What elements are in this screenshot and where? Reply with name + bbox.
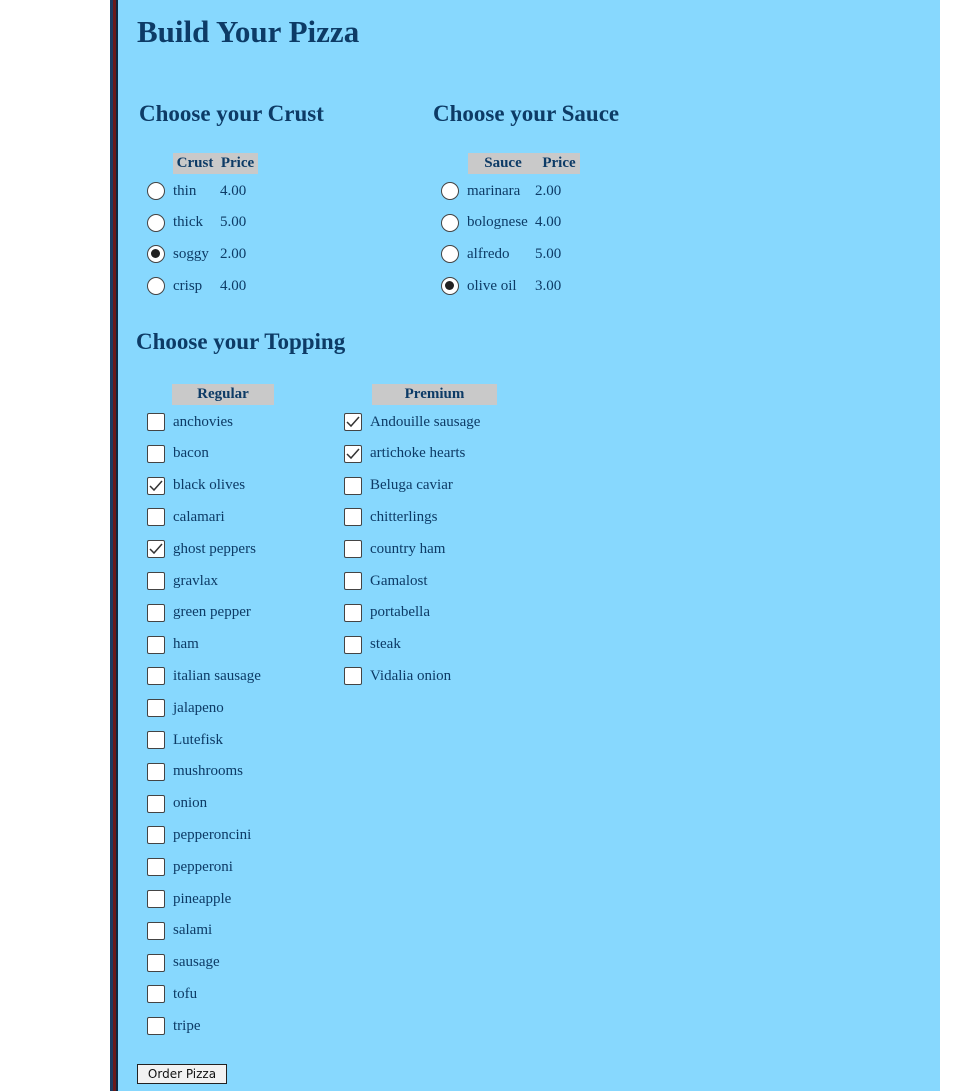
regular-topping-item[interactable] xyxy=(147,760,243,784)
regular-topping-label: jalapeno xyxy=(173,699,224,716)
sauce-price: 3.00 xyxy=(535,277,562,294)
crust-option[interactable] xyxy=(147,274,260,298)
regular-topping-label: salami xyxy=(173,922,213,939)
regular-topping-item[interactable] xyxy=(147,792,207,816)
premium-topping-label: portabella xyxy=(370,604,430,621)
left-border-stripe xyxy=(110,0,118,1091)
premium-topping-label: country ham xyxy=(370,540,446,557)
premium-topping-checkbox[interactable] xyxy=(344,667,362,685)
regular-topping-item[interactable] xyxy=(147,855,233,879)
crust-radio[interactable] xyxy=(147,214,165,232)
regular-topping-item[interactable] xyxy=(147,982,197,1006)
regular-topping-checkbox[interactable] xyxy=(147,445,165,463)
sauce-radio[interactable] xyxy=(441,277,459,295)
premium-topping-item[interactable] xyxy=(344,537,445,561)
regular-topping-checkbox[interactable] xyxy=(147,985,165,1003)
crust-option[interactable] xyxy=(147,242,260,266)
regular-topping-checkbox[interactable] xyxy=(147,540,165,558)
checkmark-icon xyxy=(149,543,163,555)
regular-topping-label: calamari xyxy=(173,508,225,525)
crust-name: crisp xyxy=(173,277,203,294)
sauce-price: 2.00 xyxy=(535,182,562,199)
regular-topping-checkbox[interactable] xyxy=(147,922,165,940)
regular-topping-checkbox[interactable] xyxy=(147,572,165,590)
regular-topping-label: ghost peppers xyxy=(173,540,256,557)
regular-topping-label: sausage xyxy=(173,954,220,971)
regular-topping-label: tripe xyxy=(173,1017,201,1034)
sauce-option[interactable] xyxy=(441,242,575,266)
topping-heading: Choose your Topping xyxy=(136,329,346,354)
premium-topping-checkbox[interactable] xyxy=(344,604,362,622)
regular-topping-label: onion xyxy=(173,795,208,812)
regular-topping-item[interactable] xyxy=(147,633,199,657)
sauce-name: bolognese xyxy=(467,214,528,231)
regular-topping-label: pineapple xyxy=(173,890,232,907)
crust-name: thin xyxy=(173,182,197,199)
regular-topping-label: ham xyxy=(173,636,199,653)
regular-topping-checkbox[interactable] xyxy=(147,858,165,876)
premium-topping-label: Andouille sausage xyxy=(370,413,481,430)
regular-topping-label: pepperoni xyxy=(173,858,233,875)
regular-topping-checkbox[interactable] xyxy=(147,1017,165,1035)
regular-topping-checkbox[interactable] xyxy=(147,826,165,844)
premium-topping-label: artichoke hearts xyxy=(370,445,466,462)
sauce-radio[interactable] xyxy=(441,245,459,263)
sauce-price: 5.00 xyxy=(535,245,562,262)
regular-topping-item[interactable] xyxy=(147,728,223,752)
crust-radio[interactable] xyxy=(147,245,165,263)
checkmark-icon xyxy=(346,448,360,460)
crust-column-header-price: Price xyxy=(217,153,258,174)
sauce-price: 4.00 xyxy=(535,214,562,231)
regular-topping-label: green pepper xyxy=(173,604,251,621)
premium-topping-item[interactable] xyxy=(344,474,453,498)
regular-topping-label: mushrooms xyxy=(173,763,244,780)
premium-topping-checkbox[interactable] xyxy=(344,508,362,526)
regular-topping-item[interactable] xyxy=(147,696,224,720)
crust-option[interactable] xyxy=(147,179,260,203)
regular-topping-item[interactable] xyxy=(147,919,212,943)
premium-topping-item[interactable] xyxy=(344,569,428,593)
regular-topping-label: anchovies xyxy=(173,413,233,430)
regular-topping-item[interactable] xyxy=(147,569,218,593)
regular-topping-item[interactable] xyxy=(147,410,233,434)
regular-topping-label: italian sausage xyxy=(173,667,261,684)
regular-topping-item[interactable] xyxy=(147,474,245,498)
topping-column-header-regular: Regular xyxy=(172,384,274,405)
topping-column-header-premium: Premium xyxy=(372,384,497,405)
crust-price: 2.00 xyxy=(220,245,247,262)
premium-topping-item[interactable] xyxy=(344,410,480,434)
regular-topping-checkbox[interactable] xyxy=(147,699,165,717)
sauce-name: alfredo xyxy=(467,245,510,262)
crust-column-header-name: Crust xyxy=(173,153,217,174)
sauce-column-header-name: Sauce xyxy=(468,153,538,174)
regular-topping-item[interactable] xyxy=(147,823,251,847)
regular-topping-checkbox[interactable] xyxy=(147,477,165,495)
premium-topping-checkbox[interactable] xyxy=(344,636,362,654)
crust-option[interactable] xyxy=(147,211,260,235)
crust-price: 5.00 xyxy=(220,214,247,231)
regular-topping-label: Lutefisk xyxy=(173,731,223,748)
premium-topping-item[interactable] xyxy=(344,442,465,466)
sauce-name: marinara xyxy=(467,182,521,199)
order-pizza-button[interactable]: Order Pizza xyxy=(137,1064,227,1084)
crust-name: soggy xyxy=(173,245,209,262)
crust-price: 4.00 xyxy=(220,182,247,199)
crust-name: thick xyxy=(173,214,203,231)
sauce-name: olive oil xyxy=(467,277,517,294)
crust-radio[interactable] xyxy=(147,182,165,200)
regular-topping-checkbox[interactable] xyxy=(147,763,165,781)
regular-topping-item[interactable] xyxy=(147,601,251,625)
regular-topping-label: bacon xyxy=(173,445,209,462)
regular-topping-item[interactable] xyxy=(147,505,225,529)
premium-topping-label: chitterlings xyxy=(370,508,438,525)
premium-topping-label: Gamalost xyxy=(370,572,428,589)
regular-topping-label: pepperoncini xyxy=(173,826,252,843)
pizza-builder-panel xyxy=(118,0,940,1091)
checkmark-icon xyxy=(346,416,360,428)
regular-topping-checkbox[interactable] xyxy=(147,413,165,431)
regular-topping-label: tofu xyxy=(173,985,198,1002)
regular-topping-checkbox[interactable] xyxy=(147,731,165,749)
sauce-radio[interactable] xyxy=(441,214,459,232)
sauce-radio[interactable] xyxy=(441,182,459,200)
regular-topping-checkbox[interactable] xyxy=(147,636,165,654)
regular-topping-item[interactable] xyxy=(147,1014,201,1038)
regular-topping-checkbox[interactable] xyxy=(147,795,165,813)
regular-topping-item[interactable] xyxy=(147,664,261,688)
regular-topping-checkbox[interactable] xyxy=(147,954,165,972)
page-title: Build Your Pizza xyxy=(137,14,360,49)
premium-topping-item[interactable] xyxy=(344,664,451,688)
premium-topping-checkbox[interactable] xyxy=(344,413,362,431)
checkmark-icon xyxy=(149,480,163,492)
regular-topping-item[interactable] xyxy=(147,442,209,466)
premium-topping-checkbox[interactable] xyxy=(344,572,362,590)
crust-heading: Choose your Crust xyxy=(139,101,324,126)
premium-topping-checkbox[interactable] xyxy=(344,540,362,558)
regular-topping-checkbox[interactable] xyxy=(147,890,165,908)
regular-topping-item[interactable] xyxy=(147,887,231,911)
premium-topping-checkbox[interactable] xyxy=(344,445,362,463)
premium-topping-label: Vidalia onion xyxy=(370,667,452,684)
premium-topping-item[interactable] xyxy=(344,633,401,657)
regular-topping-checkbox[interactable] xyxy=(147,604,165,622)
crust-price: 4.00 xyxy=(220,277,247,294)
regular-topping-label: gravlax xyxy=(173,572,218,589)
regular-topping-checkbox[interactable] xyxy=(147,667,165,685)
sauce-option[interactable] xyxy=(441,179,575,203)
premium-topping-checkbox[interactable] xyxy=(344,477,362,495)
premium-topping-item[interactable] xyxy=(344,601,430,625)
regular-topping-label: black olives xyxy=(173,477,246,494)
premium-topping-label: steak xyxy=(370,636,401,653)
regular-topping-checkbox[interactable] xyxy=(147,508,165,526)
regular-topping-item[interactable] xyxy=(147,537,256,561)
premium-topping-item[interactable] xyxy=(344,505,438,529)
crust-radio[interactable] xyxy=(147,277,165,295)
sauce-option[interactable] xyxy=(441,211,575,235)
sauce-heading: Choose your Sauce xyxy=(433,101,620,126)
sauce-option[interactable] xyxy=(441,274,575,298)
premium-topping-label: Beluga caviar xyxy=(370,477,453,494)
sauce-column-header-price: Price xyxy=(538,153,580,174)
regular-topping-item[interactable] xyxy=(147,951,220,975)
